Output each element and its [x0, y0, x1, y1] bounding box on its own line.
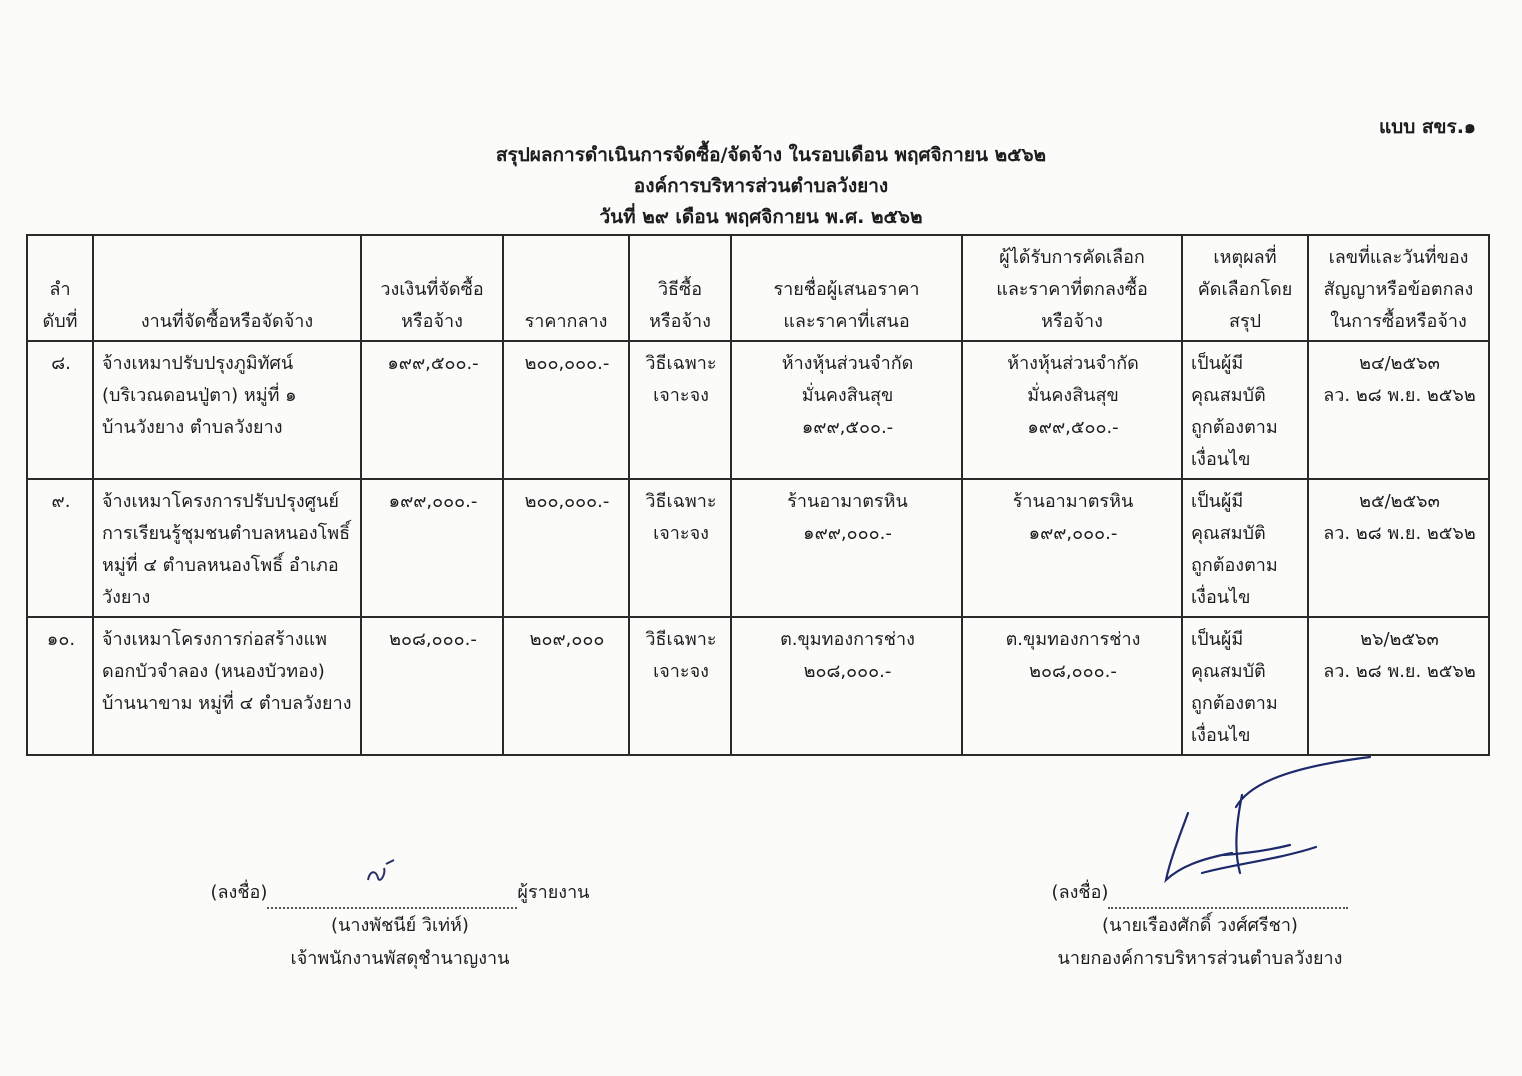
header-budget: วงเงินที่จัดซื้อ หรือจ้าง [361, 235, 503, 341]
reporter-sign-line [200, 876, 600, 909]
row-no: ๑๐. [27, 617, 93, 755]
row-reason: เป็นผู้มี คุณสมบัติ ถูกต้องตาม เงื่อนไข [1182, 617, 1308, 755]
reporter-name: (นางพัชนีย์ วิเท่ห์) [331, 915, 469, 936]
row-method: วิธีเฉพาะ เจาะจง [629, 479, 731, 617]
row-bidders: ต.ขุมทองการช่าง ๒๐๘,๐๐๐.- [731, 617, 962, 755]
table-row [27, 479, 1489, 617]
row-selected: ต.ขุมทองการช่าง ๒๐๘,๐๐๐.- [962, 617, 1182, 755]
handwritten-signature [1140, 755, 1380, 905]
row-no: ๘. [27, 341, 93, 479]
row-selected: ร้านอามาตรหิน ๑๙๙,๐๐๐.- [962, 479, 1182, 617]
organization-name: องค์การบริหารส่วนตำบลวังยาง [633, 175, 889, 197]
row-selected: ห้างหุ้นส่วนจำกัด มั่นคงสินสุข ๑๙๙,๕๐๐.- [962, 341, 1182, 479]
sign-suffix: ผู้รายงาน [517, 882, 590, 903]
document-header [0, 140, 1522, 233]
row-median-price: ๒๐๐,๐๐๐.- [503, 479, 629, 617]
sign-prefix: (ลงชื่อ) [1051, 882, 1109, 903]
header-median-price: ราคากลาง [503, 235, 629, 341]
header-bidders: รายชื่อผู้เสนอราคา และราคาที่เสนอ [731, 235, 962, 341]
signature-dotted-line [267, 887, 517, 909]
row-work: จ้างเหมาโครงการก่อสร้างแพ ดอกบัวจำลอง (หนองบัวทอง) บ้านนาขาม หมู่ที่ ๔ ตำบลวังยาง [93, 617, 361, 755]
header-method: วิธีซื้อ หรือจ้าง [629, 235, 731, 341]
table-row [27, 617, 1489, 755]
row-contract: ๒๔/๒๕๖๓ ลว. ๒๘ พ.ย. ๒๕๖๒ [1308, 341, 1489, 479]
reporter-signature-block [200, 876, 600, 975]
document-date: วันที่ ๒๙ เดือน พฤศจิกายน พ.ศ. ๒๕๖๒ [599, 206, 923, 228]
row-contract: ๒๖/๒๕๖๓ ลว. ๒๘ พ.ย. ๒๕๖๒ [1308, 617, 1489, 755]
row-contract: ๒๕/๒๕๖๓ ลว. ๒๘ พ.ย. ๒๕๖๒ [1308, 479, 1489, 617]
row-work: จ้างเหมาปรับปรุงภูมิทัศน์ (บริเวณดอนปู่ตา) หมู่ที่ ๑ บ้านวังยาง ตำบลวังยาง [93, 341, 361, 479]
row-method: วิธีเฉพาะ เจาะจง [629, 617, 731, 755]
row-median-price: ๒๐๙,๐๐๐ [503, 617, 629, 755]
row-budget: ๑๙๙,๕๐๐.- [361, 341, 503, 479]
header-reason: เหตุผลที่ คัดเลือกโดย สรุป [1182, 235, 1308, 341]
row-no: ๙. [27, 479, 93, 617]
row-median-price: ๒๐๐,๐๐๐.- [503, 341, 629, 479]
header-work: งานที่จัดซื้อหรือจัดจ้าง [93, 235, 361, 341]
header-selected: ผู้ได้รับการคัดเลือก และราคาที่ตกลงซื้อ หรือจ้าง [962, 235, 1182, 341]
header-contract: เลขที่และวันที่ของ สัญญาหรือข้อตกลง ในการซื้อหรือจ้าง [1308, 235, 1489, 341]
reporter-position: เจ้าพนักงานพัสดุชำนาญงาน [290, 948, 510, 969]
procurement-table [26, 234, 1490, 756]
row-budget: ๒๐๘,๐๐๐.- [361, 617, 503, 755]
approver-position: นายกองค์การบริหารส่วนตำบลวังยาง [1057, 948, 1343, 969]
row-reason: เป็นผู้มี คุณสมบัติ ถูกต้องตาม เงื่อนไข [1182, 341, 1308, 479]
table-header-row [27, 235, 1489, 341]
row-bidders: ร้านอามาตรหิน ๑๙๙,๐๐๐.- [731, 479, 962, 617]
row-budget: ๑๙๙,๐๐๐.- [361, 479, 503, 617]
row-work: จ้างเหมาโครงการปรับปรุงศูนย์ การเรียนรู้ชุมชนตำบลหนองโพธิ์ หมู่ที่ ๔ ตำบลหนองโพธิ์ อำเภอ วังยาง [93, 479, 361, 617]
row-bidders: ห้างหุ้นส่วนจำกัด มั่นคงสินสุข ๑๙๙,๕๐๐.- [731, 341, 962, 479]
row-reason: เป็นผู้มี คุณสมบัติ ถูกต้องตาม เงื่อนไข [1182, 479, 1308, 617]
table-row [27, 341, 1489, 479]
initial-signature-mark [360, 858, 400, 888]
header-no: ลำ ดับที่ [27, 235, 93, 341]
document-title: สรุปผลการดำเนินการจัดซื้อ/จัดจ้าง ในรอบเดือน พฤศจิกายน ๒๕๖๒ [495, 144, 1047, 166]
sign-prefix: (ลงชื่อ) [210, 882, 268, 903]
row-method: วิธีเฉพาะ เจาะจง [629, 341, 731, 479]
form-code: แบบ สขร.๑ [1378, 116, 1476, 138]
approver-name: (นายเรืองศักดิ์ วงศ์ศรีชา) [1102, 915, 1298, 936]
